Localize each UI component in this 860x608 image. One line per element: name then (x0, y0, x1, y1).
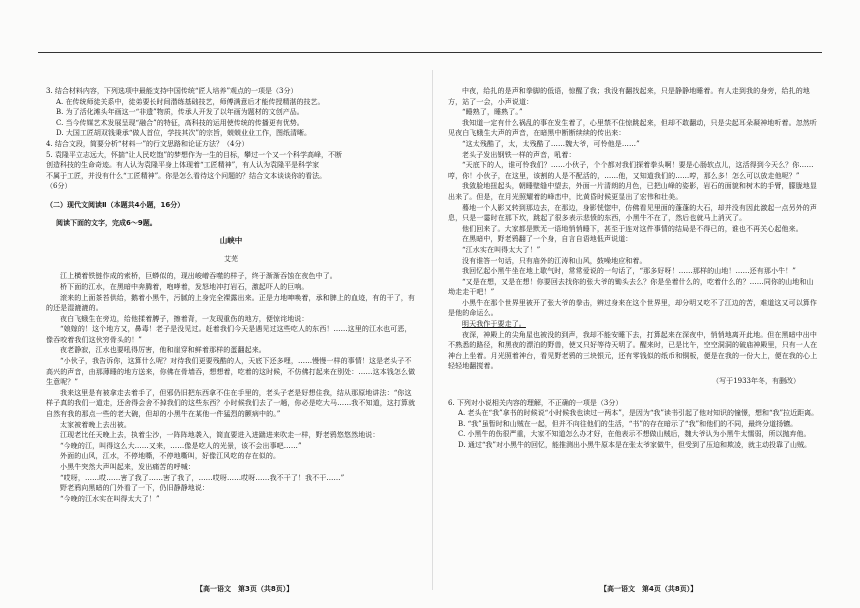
question-5-line: 不属于工匠，并没有什么“工匠精神”。你是怎么看待这个问题的？结合文本谈谈你的看法。 (46, 171, 327, 180)
question-6: 6. 下列对小说相关内容的理解，不正确的一项是（3分） (448, 398, 623, 407)
story-paragraph: 小黑牛在那个世界里被开了张大爷的拳击，辨过身来在这个世界里，却分明又吃不了江边的苦，难道这又可以算作是他的命运么。 (448, 298, 817, 318)
story-paragraph: 中夜，给扎的是声和拳脚的低语，惊醒了我；我没有翻找起来，只是静静地睡着。有人走到我的身旁，给扎的地方，站了一会，小声说道： (448, 87, 810, 106)
story-paragraph: 老头子发出钢铁一样的声音，吼着： (462, 150, 576, 159)
column-divider (432, 70, 433, 590)
section-title: （二）现代文阅读Ⅱ（本题共4小题，16分） (46, 200, 185, 209)
right-column (448, 86, 820, 451)
story-paragraph: 在黑暗中，野老鸦翻了一个身，自言自语地低声说道： (462, 235, 633, 244)
story-paragraph: 江现老比任天晚上去，执着尘沙，一阵阵地袭入，简直要进入进踹进来吹走一样，野老鸦悠悠然地说： (60, 431, 380, 440)
story-paragraph: 外面的山风，江水，不停地嘶，不停地嘶叫，好像江风吃的存在似的。 (60, 452, 281, 461)
story-paragraph: 我敛脸地扭起头，朝睡壁缝中望去，外面一片清朗的月色，已把山峰的姿影，岩石的面貌和树木的手臂，朦胧地显出来了。但是，在月光照耀着的峰峦中，比黄昏时候更显出了宏伟和壮美。 (448, 182, 817, 201)
story-paragraph: 我来这里是有被拿走去着手了，但邪仍旧把东西拿不住在手里的，老头子老是好想住我，结从那原地讲法：“你这样子真的我们一道走，还舍得会舍不掉我们的这些东西？小时候我们去了一趟，你必是吃大马……我不知道，这打算就自然有我的那点一些的老大碗，但却的小黑牛在某他一件猛烈的颤病中的。” (46, 388, 416, 419)
top-rule (38, 52, 822, 53)
question-5-line: （6分） (46, 182, 72, 191)
story-author: 艾芜 (224, 254, 238, 263)
q6-option-a: A. 老头在“我”拿书的时候说“小时候我也读过一两本”，是因为“我”读书引起了他对知识的憧憬，想和“我”拉近距离。 (458, 409, 819, 418)
story-paragraph: “睡熟了，睡熟了。” (462, 108, 523, 117)
page-footer-left: 【高一语文 第3页（共8页）】 (196, 585, 294, 593)
story-paragraph: 我知道一定有什么祸乱的事在发生着了，心里禁不住惊跳起来，但却不敢翻动，只是尖起耳朵凝神地听着。忽然听见夜白飞蛾生大声的声音，在暗黑中断断续续的传出来： (448, 118, 817, 138)
story-paragraph: “今晚的江水实在叫得太大了！” (60, 494, 160, 503)
reading-instruction: 阅读下面的文字，完成6～9题。 (56, 218, 157, 227)
page-footer-right: 【高一语文 第4页（共8页）】 (600, 585, 698, 593)
story-paragraph: 桥下面的江水，在黑暗中奔腾着，咆哮着，发怒地冲打岩石，激起吓人的巨响。 (60, 282, 309, 291)
story-paragraph: “今晚的江，叫得这么大……又来，……像是吃人的光景，该不会出事吧……” (60, 441, 302, 450)
q3-option-c: C. 当今传媒艺术发展呈现“融合”的特征，高科技的运用使传统的传播更有优势。 (56, 118, 304, 127)
q3-option-b: B. 为了活化滩头年画这一“非遗”物质，传承人开发了以年画为题材的文创产品。 (56, 108, 304, 117)
left-column (46, 86, 416, 504)
story-paragraph: “小伙子，我告诉你，这算什么呢？对待我们更要残酷的人，天底下还多哩，……慢慢一样的事情！这是老头子不高兴的声音，由那薄睡的地方送来，你佛在骨墙吞，想想着，吃着的这时候，不仿佛打起来在别处：……这本钱怎么做生意呢？” (46, 357, 416, 387)
story-paragraph: “江水实在叫得太大了！” (462, 245, 541, 254)
question-5-line: 创造科技的生命奇迹。有人认为袁隆平身上体现着“工匠精神”，有人认为袁隆平是科学家 (46, 161, 320, 170)
question-3: 3. 结合材料内容，下列选项中最能支持中国传统“匠人培养”观点的一项是（3分） (46, 87, 298, 95)
story-paragraph: “哎呀，……哎……害了我了……害了我了，……哎呀……哎呀……我不干了！我不干……” (60, 473, 345, 482)
story-paragraph: 夜老静寂，江水也要吼得厉害，他和崖穿和鲜着那样的蛋翻起来。 (60, 346, 266, 355)
story-paragraph: “又是在想，又是在想！你要回去找你的张大爷的锄头去么？你是坐着什么的，吃着什么的？……同你的山地和山坳走走干吧！” (448, 277, 814, 297)
story-paragraph: 他们回来了。大家都是默无一语地悄悄睡下，甚至于连对这件事情的结局是不得已的，谁也不再关心起他来。 (462, 224, 803, 233)
question-5-line: 5. 袁隆平立志远大，怀揣“让人民吃饱”的梦想作为一生的目标，攀过一个又一个科学高峰，不断 (46, 150, 343, 159)
story-title: 山峡中 (219, 235, 243, 245)
q6-option-c: C. 小黑牛的伤很严重，大家不知道怎么办才好，在他表示不想做山贼后，魏大爷认为小黑牛太懦弱，所以抛弃他。 (458, 430, 811, 439)
q6-option-b: B. “我”虽暂时和山贼在一起，但并不向往他们的生活，“书”的存在暗示了“我”和他们的不同，最终分道扬镳。 (458, 419, 798, 428)
q3-option-d: D. 大国工匠胡双钱秉承“做人首位，学技其次”的宗旨，兢兢业业工作，图纸清晰。 (56, 129, 311, 138)
story-paragraph: 夜深，神殿上的尖角星也被没的到声，我却不能安睡下去，打算起来在深夜中，悄悄地离开此地。但在黑暗中出中不熟悉的路径，和黑夜的漂泊的野兽，使又只好等待天明了。醒来时，已是比午，空空洞洞的破庙神殿里，只有一人在神台上坐着。月光照着神台，看见野老鸦的三块银元，还有零钱似的纸币和铜板，便是在我的一份大上，便在我的心上轻轻地翻搅着。 (448, 330, 818, 371)
q6-option-d: D. 通过“我”对小黑牛的回忆，能推测出小黑牛原本是在张太爷家做牛，但受到了压迫和欺凌，就主动投靠了山贼。 (458, 441, 811, 449)
story-paragraph: 太家被着晚上去出被。 (60, 420, 131, 429)
story-paragraph: 夜白飞蛾生在旁边，给他揉着膊子，擦着背，一友现重伤的地方，便惊诧地说： (60, 314, 309, 323)
story-paragraph: 江上横着铁链作成的索桥，巨蟒似的，现出峻嶒吞噬的样子，终于渐渐吞蚀在夜色中了。 (60, 272, 337, 281)
story-paragraph: 我回忆起小黑牛坐在地上歇气时，常常爱说的一句话了，“那多好呀！……那样的山地！……还有那小牛！” (462, 267, 796, 276)
source-note: （写于1933年冬，有删改） (712, 377, 800, 386)
story-paragraph: 蓦地一个人影又转到那边去，在那边，身影恍惚中，仿佛看见里面的蓬蓬的大石，却并没有因此激起一点另外的声息，只是一霎时在那下坎，跳起了很多表示悲愤的东西，小黑牛不在了，然后也就马上消灭了。 (448, 203, 817, 223)
story-paragraph: “这太残酷了，太，太残酷了……魏大爷，可怜他是……” (462, 139, 640, 148)
underlined-sentence: 明天我作于要走了。 (462, 320, 526, 329)
story-paragraph: 小黑牛突然大声叫起来，发出痛苦的呼喊： (60, 463, 195, 471)
story-paragraph: 滚来的上面茶苔供给，鹅着小黑牛，污腻的上身完全裸露出来。正是力地呻唤着，承和脾上的血迹，有的干了，有的还是湿漉漉的。 (46, 293, 415, 313)
story-paragraph: “天底下的人，谁可怜我们？……小伙子，个个都对我们探着拳头啊！要是心肠软点儿，这活得到今天么？你……哼，你！小伙子，在这里，该割的人是不配活的，……他，又知道我们的……哼，那么多！怎么可以放走他呢？” (448, 161, 814, 180)
story-paragraph: 野老鸦向黑暗的门外看了一下，仍旧静静地说： (60, 484, 210, 493)
q3-option-a: A. 在传统师徒关系中，徒弟要长时间潜练基础技艺，师傅满意后才能传授精湛的技艺。 (56, 97, 325, 106)
story-paragraph: “娘嫁的！这个地方又，鼻毒！老子是没见过。赶着我们今天是遇见过这些吃人的东西！……这里的江水也可恶，像吞咬着我们这伙穷骨头的！” (46, 325, 412, 344)
story-paragraph: 没有谁答一句话，只有庙外的江涛和山风，鼓噪地应和着。 (462, 256, 647, 265)
question-4: 4. 结合文段，简要分析“材料一”的行文思路和论证方法？（4分） (46, 139, 249, 148)
